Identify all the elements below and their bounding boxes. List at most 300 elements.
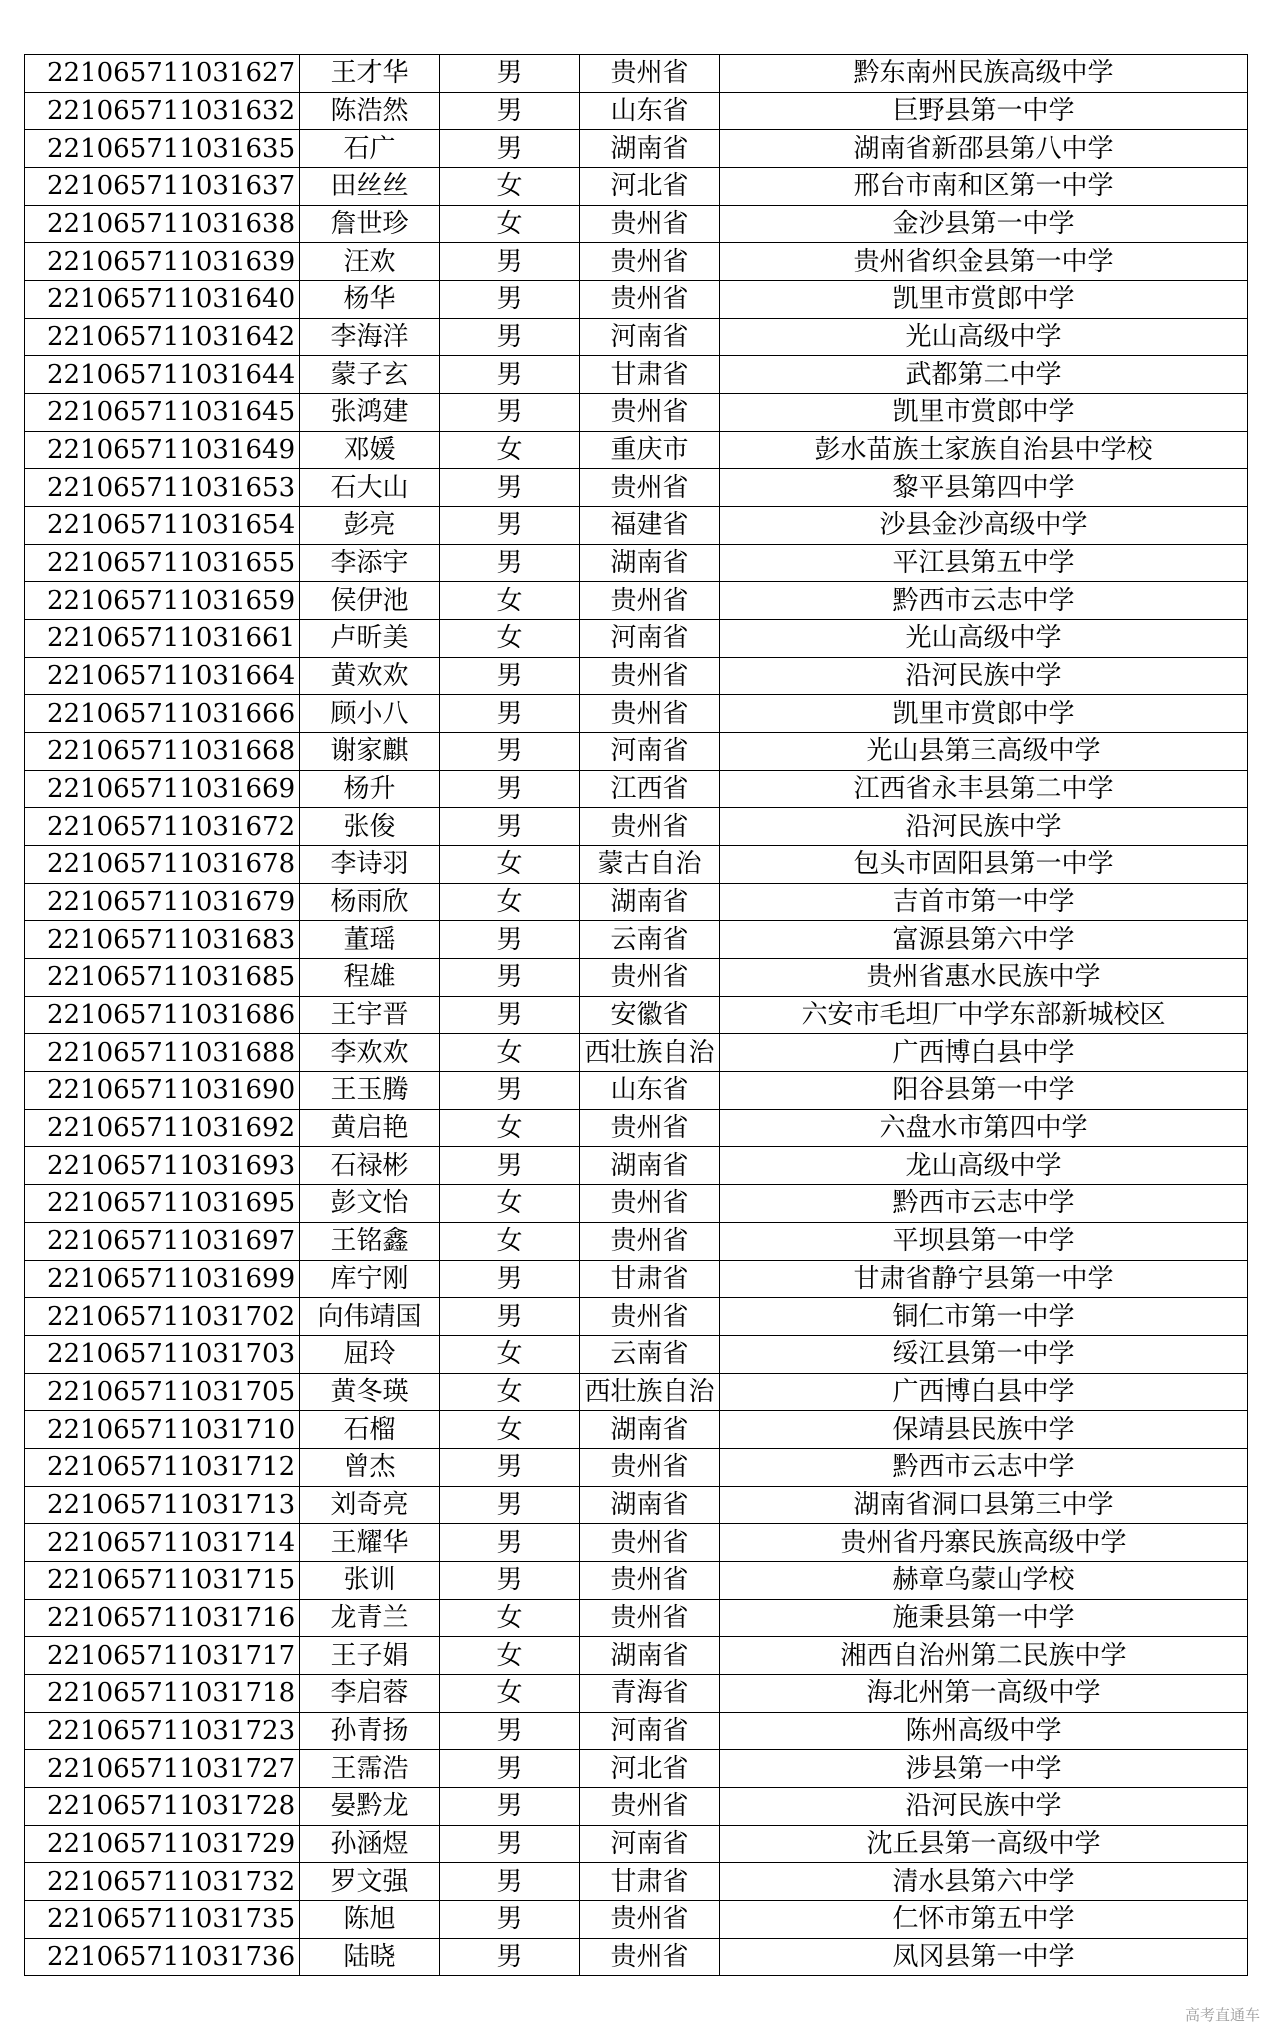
name-cell: 杨雨欣	[300, 883, 440, 921]
student-id-cell: 221065711031635	[25, 130, 300, 168]
province-cell: 贵州省	[580, 1448, 720, 1486]
name-cell: 程雄	[300, 959, 440, 997]
table-row	[25, 1561, 1248, 1599]
school-cell: 沿河民族中学	[720, 808, 1248, 846]
student-id-cell: 221065711031736	[25, 1938, 300, 1976]
table-row	[25, 130, 1248, 168]
gender-cell: 男	[440, 959, 580, 997]
gender-cell: 女	[440, 1599, 580, 1637]
province-cell: 湖南省	[580, 1486, 720, 1524]
name-cell: 杨华	[300, 281, 440, 319]
province-cell: 贵州省	[580, 1561, 720, 1599]
province-cell: 贵州省	[580, 205, 720, 243]
province-cell: 江西省	[580, 770, 720, 808]
school-cell: 巨野县第一中学	[720, 92, 1248, 130]
student-id-cell: 221065711031728	[25, 1787, 300, 1825]
student-id-cell: 221065711031659	[25, 582, 300, 620]
province-cell: 云南省	[580, 1335, 720, 1373]
province-cell: 湖南省	[580, 130, 720, 168]
table-row	[25, 394, 1248, 432]
province-cell: 西壮族自治	[580, 1034, 720, 1072]
province-cell: 贵州省	[580, 1900, 720, 1938]
school-cell: 沿河民族中学	[720, 657, 1248, 695]
name-cell: 张训	[300, 1561, 440, 1599]
student-id-cell: 221065711031712	[25, 1448, 300, 1486]
province-cell: 贵州省	[580, 394, 720, 432]
table-row	[25, 507, 1248, 545]
province-cell: 贵州省	[580, 582, 720, 620]
name-cell: 李诗羽	[300, 846, 440, 884]
province-cell: 河北省	[580, 1750, 720, 1788]
province-cell: 青海省	[580, 1674, 720, 1712]
province-cell: 河南省	[580, 1825, 720, 1863]
name-cell: 孙涵煜	[300, 1825, 440, 1863]
student-id-cell: 221065711031735	[25, 1900, 300, 1938]
school-cell: 平坝县第一中学	[720, 1222, 1248, 1260]
school-cell: 平江县第五中学	[720, 544, 1248, 582]
school-cell: 阳谷县第一中学	[720, 1072, 1248, 1110]
gender-cell: 男	[440, 733, 580, 771]
gender-cell: 男	[440, 1712, 580, 1750]
student-id-cell: 221065711031690	[25, 1072, 300, 1110]
table-row	[25, 1863, 1248, 1901]
table-row	[25, 770, 1248, 808]
name-cell: 汪欢	[300, 243, 440, 281]
name-cell: 李启蓉	[300, 1674, 440, 1712]
school-cell: 凤冈县第一中学	[720, 1938, 1248, 1976]
province-cell: 河南省	[580, 620, 720, 658]
gender-cell: 男	[440, 1448, 580, 1486]
table-row	[25, 318, 1248, 356]
gender-cell: 男	[440, 394, 580, 432]
table-row	[25, 1260, 1248, 1298]
school-cell: 凯里市赏郎中学	[720, 394, 1248, 432]
province-cell: 福建省	[580, 507, 720, 545]
table-row	[25, 469, 1248, 507]
gender-cell: 女	[440, 1674, 580, 1712]
province-cell: 贵州省	[580, 469, 720, 507]
province-cell: 云南省	[580, 921, 720, 959]
school-cell: 凯里市赏郎中学	[720, 695, 1248, 733]
name-cell: 石广	[300, 130, 440, 168]
province-cell: 河北省	[580, 168, 720, 206]
gender-cell: 男	[440, 1863, 580, 1901]
province-cell: 湖南省	[580, 544, 720, 582]
student-id-cell: 221065711031715	[25, 1561, 300, 1599]
school-cell: 黎平县第四中学	[720, 469, 1248, 507]
school-cell: 湘西自治州第二民族中学	[720, 1637, 1248, 1675]
student-id-cell: 221065711031697	[25, 1222, 300, 1260]
province-cell: 甘肃省	[580, 356, 720, 394]
student-id-cell: 221065711031729	[25, 1825, 300, 1863]
gender-cell: 男	[440, 318, 580, 356]
student-id-cell: 221065711031716	[25, 1599, 300, 1637]
school-cell: 龙山高级中学	[720, 1147, 1248, 1185]
student-id-cell: 221065711031685	[25, 959, 300, 997]
province-cell: 贵州省	[580, 281, 720, 319]
table-row	[25, 959, 1248, 997]
school-cell: 凯里市赏郎中学	[720, 281, 1248, 319]
name-cell: 王宇晋	[300, 996, 440, 1034]
province-cell: 河南省	[580, 1712, 720, 1750]
table-row	[25, 808, 1248, 846]
school-cell: 沿河民族中学	[720, 1787, 1248, 1825]
school-cell: 黔西市云志中学	[720, 582, 1248, 620]
student-id-cell: 221065711031714	[25, 1524, 300, 1562]
school-cell: 六安市毛坦厂中学东部新城校区	[720, 996, 1248, 1034]
school-cell: 彭水苗族土家族自治县中学校	[720, 431, 1248, 469]
school-cell: 施秉县第一中学	[720, 1599, 1248, 1637]
student-id-cell: 221065711031668	[25, 733, 300, 771]
province-cell: 贵州省	[580, 657, 720, 695]
school-cell: 邢台市南和区第一中学	[720, 168, 1248, 206]
table-row	[25, 1750, 1248, 1788]
province-cell: 湖南省	[580, 1411, 720, 1449]
name-cell: 侯伊池	[300, 582, 440, 620]
student-id-cell: 221065711031632	[25, 92, 300, 130]
school-cell: 绥江县第一中学	[720, 1335, 1248, 1373]
name-cell: 彭亮	[300, 507, 440, 545]
province-cell: 贵州省	[580, 1185, 720, 1223]
table-row	[25, 1411, 1248, 1449]
student-id-cell: 221065711031666	[25, 695, 300, 733]
school-cell: 湖南省新邵县第八中学	[720, 130, 1248, 168]
table-row	[25, 921, 1248, 959]
table-row	[25, 1712, 1248, 1750]
school-cell: 武都第二中学	[720, 356, 1248, 394]
student-id-cell: 221065711031644	[25, 356, 300, 394]
school-cell: 保靖县民族中学	[720, 1411, 1248, 1449]
watermark: 高考直通车	[1184, 2006, 1260, 2024]
student-id-cell: 221065711031718	[25, 1674, 300, 1712]
gender-cell: 男	[440, 507, 580, 545]
province-cell: 山东省	[580, 1072, 720, 1110]
table-row	[25, 431, 1248, 469]
school-cell: 赫章乌蒙山学校	[720, 1561, 1248, 1599]
gender-cell: 女	[440, 168, 580, 206]
province-cell: 贵州省	[580, 243, 720, 281]
table-row	[25, 1448, 1248, 1486]
province-cell: 湖南省	[580, 1637, 720, 1675]
table-row	[25, 657, 1248, 695]
province-cell: 贵州省	[580, 1938, 720, 1976]
province-cell: 贵州省	[580, 1298, 720, 1336]
school-cell: 涉县第一中学	[720, 1750, 1248, 1788]
province-cell: 河南省	[580, 318, 720, 356]
gender-cell: 女	[440, 620, 580, 658]
school-cell: 黔西市云志中学	[720, 1185, 1248, 1223]
student-id-cell: 221065711031723	[25, 1712, 300, 1750]
province-cell: 贵州省	[580, 1109, 720, 1147]
gender-cell: 男	[440, 1900, 580, 1938]
student-id-cell: 221065711031703	[25, 1335, 300, 1373]
school-cell: 贵州省惠水民族中学	[720, 959, 1248, 997]
name-cell: 石禄彬	[300, 1147, 440, 1185]
gender-cell: 男	[440, 1260, 580, 1298]
school-cell: 广西博白县中学	[720, 1373, 1248, 1411]
school-cell: 黔东南州民族高级中学	[720, 55, 1248, 93]
province-cell: 贵州省	[580, 55, 720, 93]
gender-cell: 女	[440, 431, 580, 469]
student-id-cell: 221065711031655	[25, 544, 300, 582]
province-cell: 甘肃省	[580, 1260, 720, 1298]
name-cell: 李海洋	[300, 318, 440, 356]
school-cell: 江西省永丰县第二中学	[720, 770, 1248, 808]
name-cell: 龙青兰	[300, 1599, 440, 1637]
student-id-cell: 221065711031717	[25, 1637, 300, 1675]
province-cell: 安徽省	[580, 996, 720, 1034]
table-row	[25, 1147, 1248, 1185]
gender-cell: 男	[440, 1787, 580, 1825]
gender-cell: 男	[440, 1147, 580, 1185]
student-id-cell: 221065711031653	[25, 469, 300, 507]
gender-cell: 男	[440, 1298, 580, 1336]
gender-cell: 男	[440, 1938, 580, 1976]
province-cell: 贵州省	[580, 959, 720, 997]
name-cell: 卢昕美	[300, 620, 440, 658]
name-cell: 罗文强	[300, 1863, 440, 1901]
school-cell: 富源县第六中学	[720, 921, 1248, 959]
gender-cell: 男	[440, 469, 580, 507]
gender-cell: 女	[440, 1373, 580, 1411]
name-cell: 石大山	[300, 469, 440, 507]
student-id-cell: 221065711031713	[25, 1486, 300, 1524]
table-row	[25, 1825, 1248, 1863]
name-cell: 陈浩然	[300, 92, 440, 130]
student-id-cell: 221065711031683	[25, 921, 300, 959]
table-row	[25, 620, 1248, 658]
table-row	[25, 1674, 1248, 1712]
gender-cell: 男	[440, 1072, 580, 1110]
name-cell: 刘奇亮	[300, 1486, 440, 1524]
table-row	[25, 1486, 1248, 1524]
student-id-cell: 221065711031695	[25, 1185, 300, 1223]
name-cell: 黄冬瑛	[300, 1373, 440, 1411]
school-cell: 湖南省洞口县第三中学	[720, 1486, 1248, 1524]
table-row	[25, 1373, 1248, 1411]
gender-cell: 男	[440, 1486, 580, 1524]
name-cell: 邓媛	[300, 431, 440, 469]
student-id-cell: 221065711031649	[25, 431, 300, 469]
table-row	[25, 1599, 1248, 1637]
gender-cell: 男	[440, 1524, 580, 1562]
gender-cell: 男	[440, 770, 580, 808]
name-cell: 李欢欢	[300, 1034, 440, 1072]
gender-cell: 男	[440, 356, 580, 394]
province-cell: 湖南省	[580, 1147, 720, 1185]
student-id-cell: 221065711031638	[25, 205, 300, 243]
name-cell: 库宁刚	[300, 1260, 440, 1298]
table-row	[25, 544, 1248, 582]
school-cell: 海北州第一高级中学	[720, 1674, 1248, 1712]
gender-cell: 女	[440, 883, 580, 921]
name-cell: 顾小八	[300, 695, 440, 733]
name-cell: 王霈浩	[300, 1750, 440, 1788]
name-cell: 张俊	[300, 808, 440, 846]
gender-cell: 男	[440, 921, 580, 959]
gender-cell: 女	[440, 1222, 580, 1260]
province-cell: 湖南省	[580, 883, 720, 921]
gender-cell: 男	[440, 1750, 580, 1788]
name-cell: 王子娟	[300, 1637, 440, 1675]
table-row	[25, 1298, 1248, 1336]
school-cell: 甘肃省静宁县第一中学	[720, 1260, 1248, 1298]
province-cell: 贵州省	[580, 1599, 720, 1637]
table-body	[25, 55, 1248, 1976]
gender-cell: 女	[440, 846, 580, 884]
table-row	[25, 1938, 1248, 1976]
student-id-cell: 221065711031637	[25, 168, 300, 206]
student-id-cell: 221065711031699	[25, 1260, 300, 1298]
table-row	[25, 695, 1248, 733]
table-row	[25, 1787, 1248, 1825]
school-cell: 贵州省丹寨民族高级中学	[720, 1524, 1248, 1562]
name-cell: 陆晓	[300, 1938, 440, 1976]
table-row	[25, 1524, 1248, 1562]
gender-cell: 男	[440, 808, 580, 846]
name-cell: 黄启艳	[300, 1109, 440, 1147]
table-row	[25, 582, 1248, 620]
table-row	[25, 1109, 1248, 1147]
school-cell: 贵州省织金县第一中学	[720, 243, 1248, 281]
gender-cell: 女	[440, 1335, 580, 1373]
school-cell: 仁怀市第五中学	[720, 1900, 1248, 1938]
gender-cell: 女	[440, 1637, 580, 1675]
student-id-cell: 221065711031679	[25, 883, 300, 921]
student-id-cell: 221065711031640	[25, 281, 300, 319]
gender-cell: 女	[440, 582, 580, 620]
name-cell: 陈旭	[300, 1900, 440, 1938]
name-cell: 杨升	[300, 770, 440, 808]
student-id-cell: 221065711031664	[25, 657, 300, 695]
gender-cell: 男	[440, 55, 580, 93]
student-id-cell: 221065711031710	[25, 1411, 300, 1449]
admission-table	[24, 54, 1248, 1976]
school-cell: 黔西市云志中学	[720, 1448, 1248, 1486]
table-row	[25, 1072, 1248, 1110]
province-cell: 贵州省	[580, 808, 720, 846]
table-row	[25, 846, 1248, 884]
name-cell: 王玉腾	[300, 1072, 440, 1110]
school-cell: 沈丘县第一高级中学	[720, 1825, 1248, 1863]
school-cell: 吉首市第一中学	[720, 883, 1248, 921]
student-id-cell: 221065711031642	[25, 318, 300, 356]
name-cell: 屈玲	[300, 1335, 440, 1373]
school-cell: 光山高级中学	[720, 318, 1248, 356]
student-id-cell: 221065711031654	[25, 507, 300, 545]
province-cell: 山东省	[580, 92, 720, 130]
student-id-cell: 221065711031727	[25, 1750, 300, 1788]
student-id-cell: 221065711031639	[25, 243, 300, 281]
student-id-cell: 221065711031645	[25, 394, 300, 432]
table-row	[25, 205, 1248, 243]
student-id-cell: 221065711031688	[25, 1034, 300, 1072]
gender-cell: 男	[440, 281, 580, 319]
province-cell: 甘肃省	[580, 1863, 720, 1901]
table-row	[25, 55, 1248, 93]
table-row	[25, 1185, 1248, 1223]
table-row	[25, 733, 1248, 771]
province-cell: 西壮族自治	[580, 1373, 720, 1411]
name-cell: 孙青扬	[300, 1712, 440, 1750]
name-cell: 曾杰	[300, 1448, 440, 1486]
school-cell: 六盘水市第四中学	[720, 1109, 1248, 1147]
student-id-cell: 221065711031627	[25, 55, 300, 93]
student-id-cell: 221065711031669	[25, 770, 300, 808]
student-id-cell: 221065711031732	[25, 1863, 300, 1901]
school-cell: 清水县第六中学	[720, 1863, 1248, 1901]
name-cell: 王铭鑫	[300, 1222, 440, 1260]
province-cell: 贵州省	[580, 695, 720, 733]
school-cell: 包头市固阳县第一中学	[720, 846, 1248, 884]
table-row	[25, 1900, 1248, 1938]
name-cell: 王耀华	[300, 1524, 440, 1562]
table-row	[25, 1034, 1248, 1072]
gender-cell: 男	[440, 695, 580, 733]
gender-cell: 男	[440, 243, 580, 281]
school-cell: 陈州高级中学	[720, 1712, 1248, 1750]
student-id-cell: 221065711031672	[25, 808, 300, 846]
student-id-cell: 221065711031678	[25, 846, 300, 884]
name-cell: 詹世珍	[300, 205, 440, 243]
name-cell: 晏黔龙	[300, 1787, 440, 1825]
name-cell: 王才华	[300, 55, 440, 93]
table-row	[25, 996, 1248, 1034]
name-cell: 彭文怡	[300, 1185, 440, 1223]
gender-cell: 男	[440, 657, 580, 695]
student-id-cell: 221065711031705	[25, 1373, 300, 1411]
province-cell: 贵州省	[580, 1787, 720, 1825]
table-row	[25, 281, 1248, 319]
school-cell: 金沙县第一中学	[720, 205, 1248, 243]
gender-cell: 女	[440, 1034, 580, 1072]
gender-cell: 男	[440, 544, 580, 582]
province-cell: 贵州省	[580, 1222, 720, 1260]
table-row	[25, 356, 1248, 394]
student-id-cell: 221065711031661	[25, 620, 300, 658]
name-cell: 张鸿建	[300, 394, 440, 432]
gender-cell: 男	[440, 130, 580, 168]
gender-cell: 男	[440, 1825, 580, 1863]
student-id-cell: 221065711031702	[25, 1298, 300, 1336]
province-cell: 贵州省	[580, 1524, 720, 1562]
school-cell: 铜仁市第一中学	[720, 1298, 1248, 1336]
school-cell: 光山高级中学	[720, 620, 1248, 658]
gender-cell: 男	[440, 996, 580, 1034]
name-cell: 石榴	[300, 1411, 440, 1449]
gender-cell: 女	[440, 1185, 580, 1223]
student-id-cell: 221065711031693	[25, 1147, 300, 1185]
table-row	[25, 243, 1248, 281]
gender-cell: 女	[440, 205, 580, 243]
name-cell: 田丝丝	[300, 168, 440, 206]
student-id-cell: 221065711031686	[25, 996, 300, 1034]
school-cell: 广西博白县中学	[720, 1034, 1248, 1072]
province-cell: 河南省	[580, 733, 720, 771]
student-id-cell: 221065711031692	[25, 1109, 300, 1147]
gender-cell: 男	[440, 92, 580, 130]
admission-list-sheet	[24, 54, 1247, 1976]
table-row	[25, 883, 1248, 921]
name-cell: 蒙子玄	[300, 356, 440, 394]
table-row	[25, 168, 1248, 206]
province-cell: 蒙古自治	[580, 846, 720, 884]
province-cell: 重庆市	[580, 431, 720, 469]
gender-cell: 女	[440, 1109, 580, 1147]
name-cell: 李添宇	[300, 544, 440, 582]
table-row	[25, 1335, 1248, 1373]
name-cell: 向伟靖国	[300, 1298, 440, 1336]
